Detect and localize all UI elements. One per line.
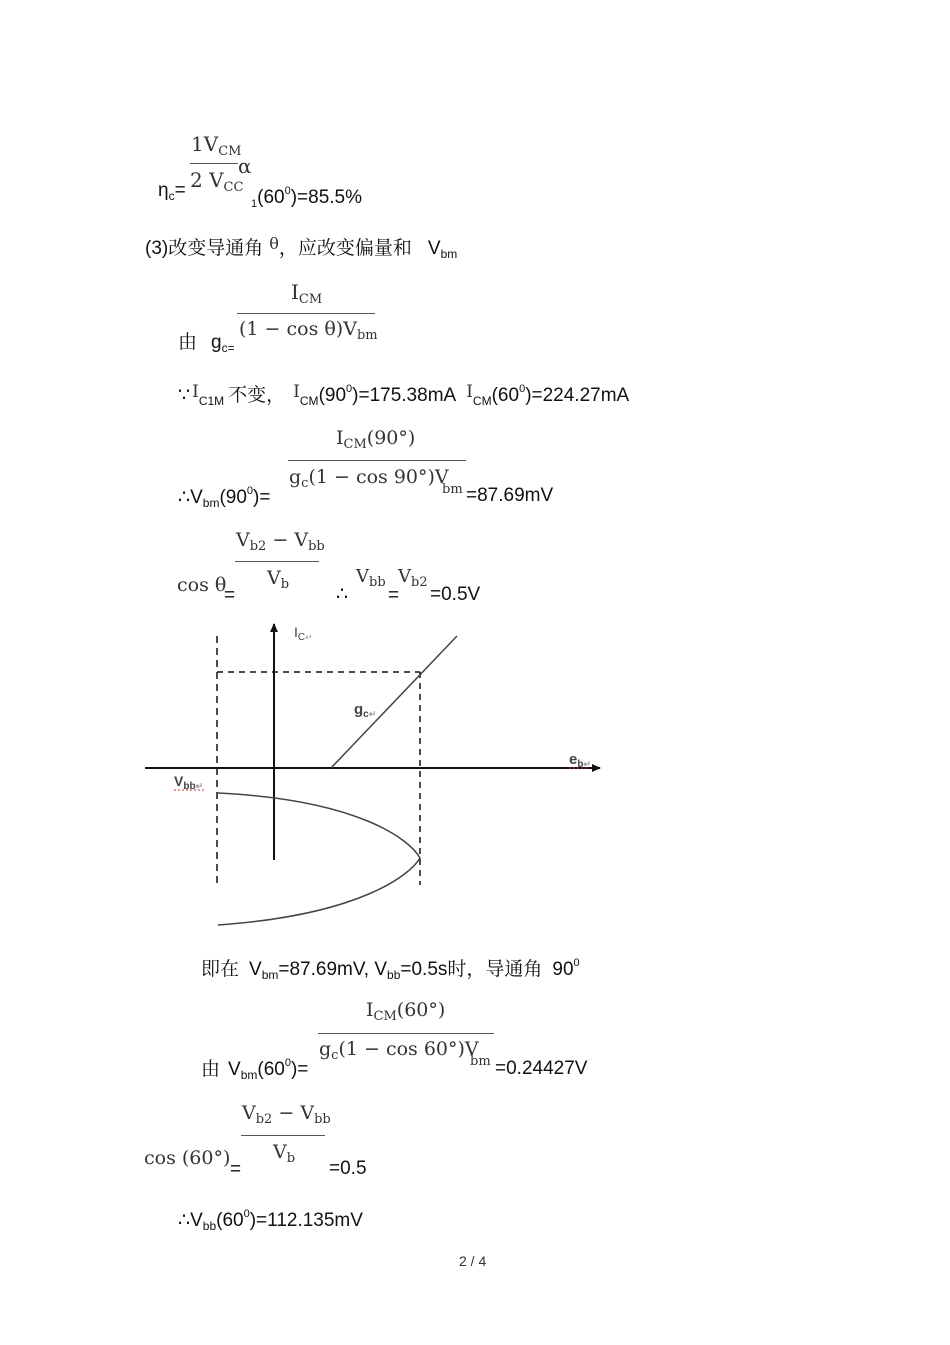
gc-prefix: 由 [178, 332, 198, 353]
gc-num-i: I [291, 280, 299, 304]
cos-den-sub: b [280, 577, 290, 592]
cos60-numerator [242, 1102, 331, 1127]
vbm60-v: V [228, 1059, 241, 1080]
icm-90-value: )=175.38mA [352, 385, 457, 406]
vbb-result: =0.5V [430, 584, 481, 605]
conduction-angle-line [201, 958, 580, 981]
vbm-v: V [427, 238, 441, 259]
cos60-fraction-bar [241, 1135, 325, 1136]
arg-90: (90 [318, 385, 347, 406]
conduction-v1: V [249, 959, 262, 980]
conduction-angle-sup: 0 [573, 957, 580, 969]
transconductance-line [331, 636, 457, 768]
vbm60-denominator [319, 1038, 479, 1063]
conduction-v1-val: =87.69mV, V [278, 959, 388, 980]
vbm90-den-g: g [289, 466, 302, 488]
gc-num-sub: CM [298, 292, 323, 307]
vbm60-v-sub: bm [240, 1068, 258, 1082]
den-v: V [209, 168, 224, 192]
eta-value: )=85.5% [290, 187, 363, 208]
cos-theta-eq: = [224, 585, 236, 606]
gc-g-sub: c= [221, 341, 235, 355]
i-c1m-sub: C1M [198, 394, 225, 408]
den-two: 2 [190, 168, 203, 192]
vbm90-v: V [190, 487, 203, 508]
eta-arg: (60 [257, 187, 285, 208]
eta-symbol: η [158, 180, 169, 201]
vbm60-num-i: I [366, 999, 374, 1021]
alpha-sub: 1 [251, 198, 258, 210]
eb-letter: e [569, 751, 578, 768]
num-v: V [203, 132, 219, 156]
vbm90-result: =87.69mV [466, 485, 554, 506]
i-cm-60: I [466, 382, 473, 402]
vbb60-arg-sup: 0 [243, 1208, 250, 1220]
i-cm-90-sub: CM [299, 394, 319, 408]
num-v-sub: CM [218, 144, 242, 159]
arg-60: (60 [491, 385, 520, 406]
unchanged-text: 不变， [228, 385, 286, 406]
vbm60-eq: )= [290, 1059, 309, 1080]
gc-den-main: (1 − cos θ)V [239, 318, 357, 340]
ic-sub: C [297, 632, 306, 643]
theta-symbol: θ [269, 234, 279, 253]
cos-num-v1: V [236, 529, 250, 551]
vbm60-fraction-bar [318, 1033, 494, 1034]
arg-60-sup: 0 [519, 383, 526, 395]
arg-90-sup: 0 [346, 383, 353, 395]
cos60-den-v: V [273, 1141, 287, 1163]
vbm60-result: =0.24427V [495, 1058, 588, 1079]
page-number: 2 / 4 [459, 1253, 487, 1269]
vbm60-prefix: 由 [201, 1059, 221, 1080]
gc-letter: g [354, 701, 364, 718]
vbm90-den-mid: (1 − cos 90°)V [308, 466, 449, 488]
eb-sub: b [577, 759, 584, 770]
vbb60-v-sub: bb [202, 1219, 217, 1233]
conduction-angle: 90 [552, 959, 574, 980]
eb-mark: ↵ [583, 759, 591, 769]
vbm60-den-mid: (1 − cos 60°)V [338, 1038, 479, 1060]
vbb60-v: V [190, 1210, 203, 1231]
vbm90-num-i: I [336, 427, 344, 449]
conduction-v2-sub: bb [387, 968, 401, 982]
vbm90-arg: (90 [219, 487, 247, 508]
conduction-v1-sub: bm [261, 968, 279, 982]
therefore-symbol-2: ∴ [336, 584, 349, 605]
input-voltage-curve [218, 793, 420, 925]
vbm90-arg-sup: 0 [246, 485, 254, 497]
gc-g: g [211, 332, 222, 353]
therefore-symbol: ∴ [178, 487, 191, 508]
cos-num-minus: − V [266, 529, 309, 551]
eta-arg-sup: 0 [284, 185, 291, 197]
vbb-mark: ↵ [195, 781, 204, 791]
cos60-denominator [273, 1141, 295, 1166]
alpha-symbol: α [238, 154, 252, 178]
vbm90-v-sub: bm [202, 496, 220, 510]
cos60-num-sub2: bb [314, 1112, 331, 1127]
cos60-result: =0.5 [329, 1158, 367, 1179]
vbm60-arg: (60 [257, 1059, 285, 1080]
vb2-v: V [398, 566, 411, 587]
den-v-sub: CC [223, 180, 244, 195]
therefore-symbol-3: ∴ [178, 1210, 191, 1231]
cos-theta-lhs: cos θ [177, 574, 227, 596]
vbb60-arg: (60 [216, 1210, 244, 1231]
icm-60-value: )=224.27mA [525, 385, 630, 406]
num-one: 1 [191, 132, 204, 156]
vbb-sub: bb [369, 575, 386, 590]
i-cm-90: I [293, 382, 300, 402]
conduction-text1: 即在 [201, 959, 240, 980]
cos-num-sub2: bb [308, 539, 325, 554]
vbb-label-sub: bb [183, 781, 196, 792]
ic-mark: ↵ [305, 632, 313, 642]
vbm90-num-arg: (90°) [366, 427, 416, 449]
vbb-eq: = [388, 585, 400, 606]
cos60-den-sub: b [286, 1151, 296, 1166]
vbm60-numerator [366, 999, 445, 1024]
x-axis-label [569, 751, 591, 770]
ic-letter: I [294, 624, 298, 640]
vbb-axis-label [174, 773, 203, 792]
vbm60-lhs [201, 1058, 308, 1081]
vbm60-den-g: g [319, 1038, 332, 1060]
vbm60-arg-sup: 0 [284, 1057, 291, 1069]
section-3-text-b: ，应改变偏量和 [278, 238, 412, 259]
cos60-num-minus: − V [272, 1102, 315, 1124]
i-c1m: I [192, 382, 199, 402]
vbm60-den-sub: bm [470, 1054, 491, 1069]
eta-eq: = [174, 180, 186, 201]
vbm60-num-sub: CM [373, 1009, 397, 1024]
vbm60-den-g-sub: c [331, 1048, 339, 1063]
vbb60-result: )=112.135mV [249, 1210, 363, 1231]
slope-label [354, 701, 376, 720]
vbm90-den-sub: bm [442, 482, 463, 497]
cos60-lhs: cos (60°) [144, 1147, 231, 1169]
vbb-60-line [178, 1209, 363, 1232]
y-axis-label [294, 624, 313, 643]
vbm90-den-g-sub: c [301, 476, 309, 491]
section-3-text-a: (3)改变导通角 [145, 238, 264, 259]
vbm-sub: bm [440, 247, 458, 261]
cos60-eq: = [230, 1159, 242, 1180]
cos-den-v: V [267, 567, 281, 589]
cos-num-sub1: b2 [249, 539, 267, 554]
i-cm-60-sub: CM [472, 394, 492, 408]
conduction-v2-val: =0.5s时，导通角 [400, 959, 543, 980]
vbb-v: V [356, 566, 369, 587]
cos60-num-v1: V [242, 1102, 256, 1124]
vb2-sub: b2 [411, 575, 428, 590]
vbm90-num-sub: CM [343, 437, 367, 452]
cos60-num-sub1: b2 [255, 1112, 273, 1127]
because-symbol: ∵ [178, 385, 191, 406]
gc-den-sub: bm [356, 328, 378, 343]
vbm60-num-arg: (60°) [396, 999, 446, 1021]
eta-sub: c [168, 189, 175, 203]
gc-mark: ↵ [368, 709, 377, 719]
gc-label-sub: c [363, 709, 369, 720]
vbm90-eq: )= [253, 487, 271, 508]
vbb-label-letter: V [174, 773, 184, 789]
